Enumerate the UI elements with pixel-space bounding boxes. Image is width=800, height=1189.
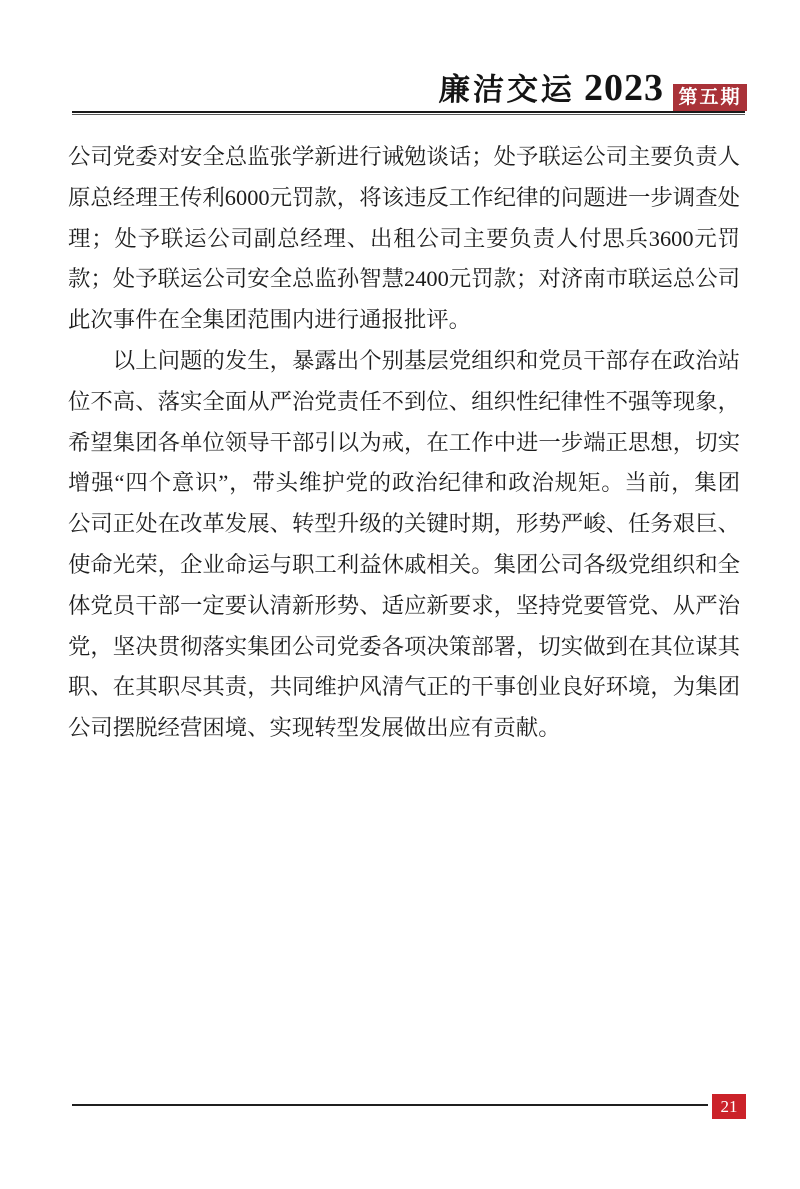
body-line: 职、在其职尽其责，共同维护风清气正的干事创业良好环境，为集团 — [68, 674, 740, 700]
issue-badge: 第五期 — [673, 84, 747, 111]
body-line: 理；处予联运公司副总经理、出租公司主要负责人付思兵3600元罚 — [68, 225, 740, 251]
body-line: 增强“四个意识”，带头维护党的政治纪律和政治规矩。当前，集团 — [68, 470, 740, 496]
body-line: 希望集团各单位领导干部引以为戒，在工作中进一步端正思想，切实 — [68, 429, 740, 455]
body-text — [68, 137, 740, 749]
masthead — [439, 64, 747, 110]
header-rule-thick-line — [72, 111, 745, 113]
header-rule — [72, 111, 745, 115]
page-number-badge: 21 — [712, 1094, 746, 1119]
body-line: 公司摆脱经营困境、实现转型发展做出应有贡献。 — [68, 715, 561, 741]
body-line: 原总经理王传利6000元罚款，将该违反工作纪律的问题进一步调查处 — [68, 184, 740, 210]
body-line: 公司正处在改革发展、转型升级的关键时期，形势严峻、任务艰巨、 — [68, 511, 740, 537]
body-line: 此次事件在全集团范围内进行通报批评。 — [68, 307, 472, 333]
body-line: 体党员干部一定要认清新形势、适应新要求，坚持党要管党、从严治 — [68, 592, 740, 618]
body-line: 使命光荣，企业命运与职工利益休戚相关。集团公司各级党组织和全 — [68, 551, 740, 577]
publication-year: 2023 — [584, 67, 664, 109]
header-rule-thin-line — [72, 114, 745, 115]
body-line: 党，坚决贯彻落实集团公司党委各项决策部署，切实做到在其位谋其 — [68, 633, 740, 659]
footer-rule — [72, 1104, 708, 1106]
publication-title: 廉洁交运 — [438, 72, 576, 107]
body-line: 位不高、落实全面从严治党责任不到位、组织性纪律性不强等现象， — [68, 388, 740, 414]
body-line: 以上问题的发生，暴露出个别基层党组织和党员干部存在政治站 — [112, 347, 740, 373]
body-line: 款；处予联运公司安全总监孙智慧2400元罚款；对济南市联运总公司 — [68, 266, 740, 292]
body-line: 公司党委对安全总监张学新进行诫勉谈话；处予联运公司主要负责人 — [68, 144, 740, 169]
